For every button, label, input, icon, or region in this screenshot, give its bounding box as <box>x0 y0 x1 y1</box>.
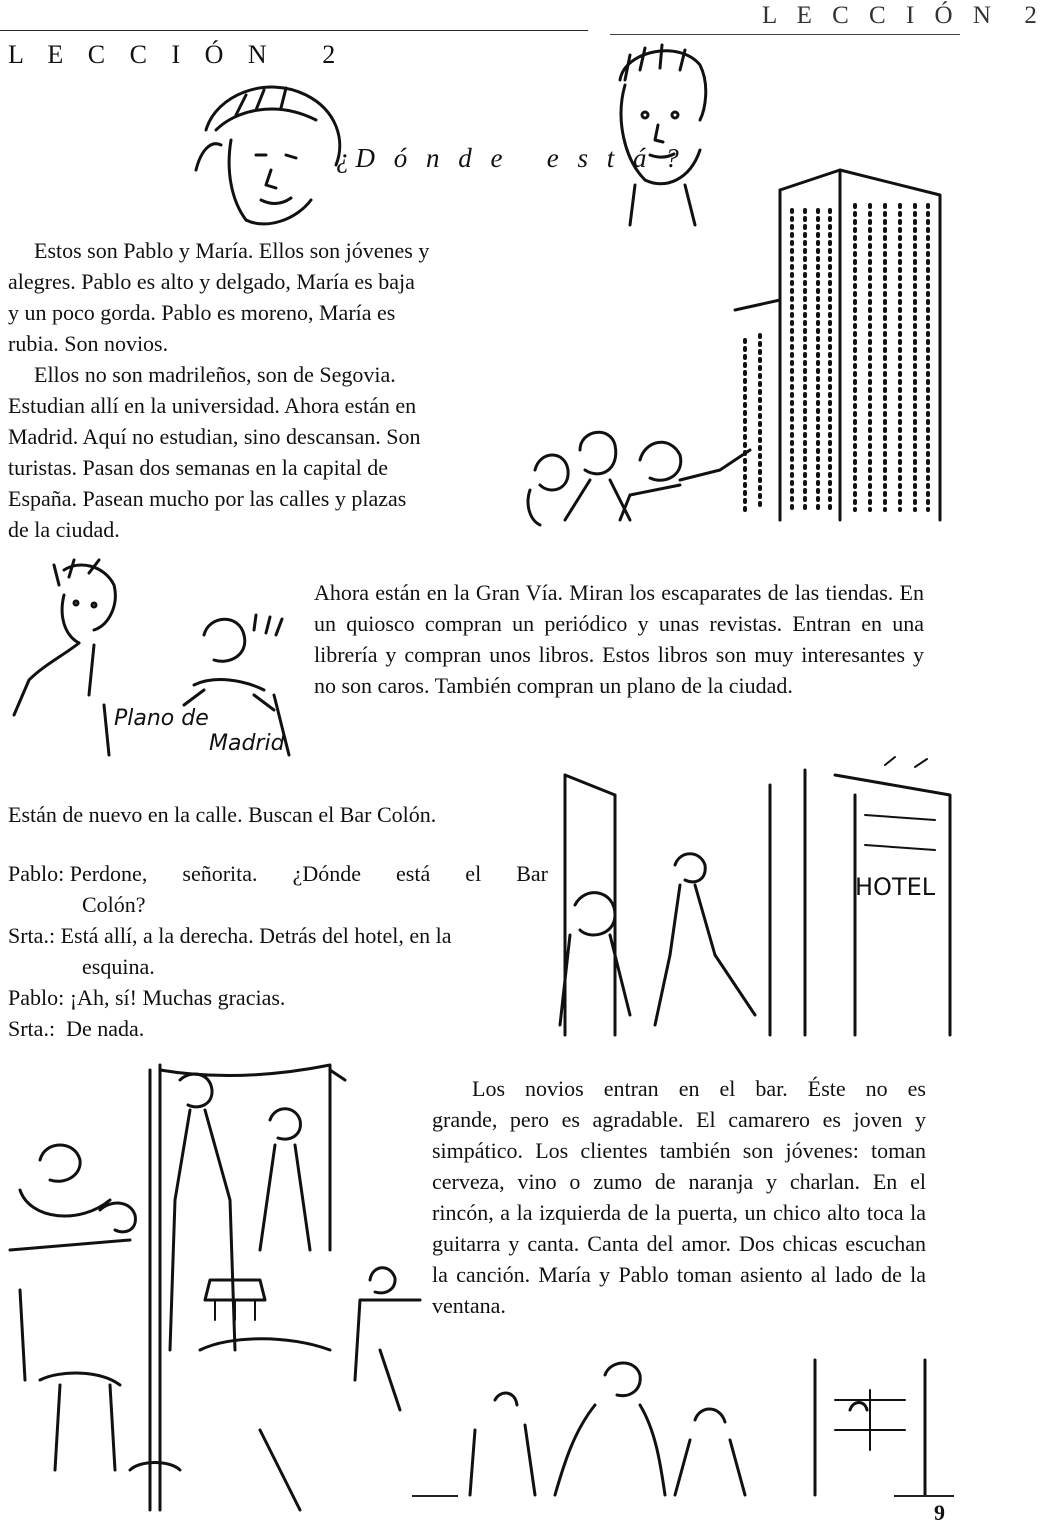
dialogue-text: De nada. <box>60 1016 145 1041</box>
lesson-title-right: L E C C I Ó N 2 <box>762 2 1044 29</box>
bar-paragraph-body: grande, pero es agradable. El camarero es joven y simpático. Los clientes también son jóvenes: toman cerveza, vino o zumo de naranja y charlan. En el rincón, a la izquierda de la puerta, un chico alto toca la guitarra y canta. Canta del amor. Dos chicas escuchan la canción. María y Pablo toman asiento al lado de la ventana. <box>432 1107 926 1318</box>
dialogue-line <box>8 982 548 1013</box>
gran-via-paragraph: Ahora están en la Gran Vía. Miran los escaparates de las tiendas. En un quiosco compran un periódico y unas revistas. Entran en una librería y compran unos libros. Estos libros son muy interesantes y no son caros. También compran un plano de la ciudad. <box>314 580 924 698</box>
intro-line: España. Pasean mucho por las calles y plazas <box>8 486 407 511</box>
bar-scene-sketch <box>0 1050 425 1520</box>
intro-line: turistas. Pasan dos semanas en la capital de <box>8 455 389 480</box>
map-sketch <box>4 555 294 765</box>
lesson-title-left: L E C C I Ó N 2 <box>8 40 345 69</box>
footer-rule-right <box>894 1495 954 1497</box>
map-label-line1: Plano de <box>114 706 209 731</box>
intro-line: rubia. Son novios. <box>8 331 169 356</box>
dialogue-speaker: Srta.: <box>8 1016 61 1041</box>
header-rule-right <box>610 34 960 35</box>
dialogue-speaker: Pablo: <box>8 985 70 1010</box>
map-label-line2: Madrid <box>209 731 285 756</box>
intro-line: Ellos no son madrileños, son de Segovia. <box>34 362 396 387</box>
header-rule-left <box>0 30 588 31</box>
skyscraper-sketch <box>520 150 940 530</box>
intro-line: Estudian allí en la universidad. Ahora están en <box>8 393 417 418</box>
intro-line: alegres. Pablo es alto y delgado, María es baja <box>8 269 415 294</box>
intro-line: y un poco gorda. Pablo es moreno, María es <box>8 300 396 325</box>
dialogue-line <box>8 858 548 889</box>
dialogue-line <box>8 1013 548 1044</box>
bar-paragraph <box>432 1073 926 1321</box>
dialogue-line <box>8 920 548 951</box>
guitar-player-sketch <box>455 1350 940 1500</box>
hotel-street-sketch <box>555 755 960 1045</box>
bar-paragraph-first-line: Los novios entran en el bar. Éste no es <box>472 1076 926 1101</box>
intro-paragraph <box>8 235 504 545</box>
intro-line: Madrid. Aquí no estudian, sino descansan. Son <box>8 424 421 449</box>
page-number: 9 <box>934 1500 945 1525</box>
dialogue <box>8 858 548 1044</box>
dialogue-text: ¡Ah, sí! Muchas gracias. <box>69 985 286 1010</box>
dialogue-speaker: Pablo: <box>8 861 70 886</box>
pablo-head-sketch <box>186 70 356 235</box>
intro-line: de la ciudad. <box>8 517 120 542</box>
intro-line: Estos son Pablo y María. Ellos son jóvenes y <box>34 238 430 263</box>
dialogue-text: Perdone, señorita. ¿Dónde está el Bar <box>69 861 548 886</box>
hotel-sign: HOTEL <box>855 873 936 901</box>
footer-rule-left <box>412 1495 458 1497</box>
dialogue-continuation: esquina. <box>82 954 155 979</box>
dialogue-continuation: Colón? <box>82 892 146 917</box>
lesson-subtitle: ¿D ó n d e e s t á ? <box>336 143 685 173</box>
street-paragraph: Están de nuevo en la calle. Buscan el Bar Colón. <box>8 802 437 827</box>
dialogue-text: Está allí, a la derecha. Detrás del hotel, en la <box>60 923 452 948</box>
dialogue-speaker: Srta.: <box>8 923 61 948</box>
